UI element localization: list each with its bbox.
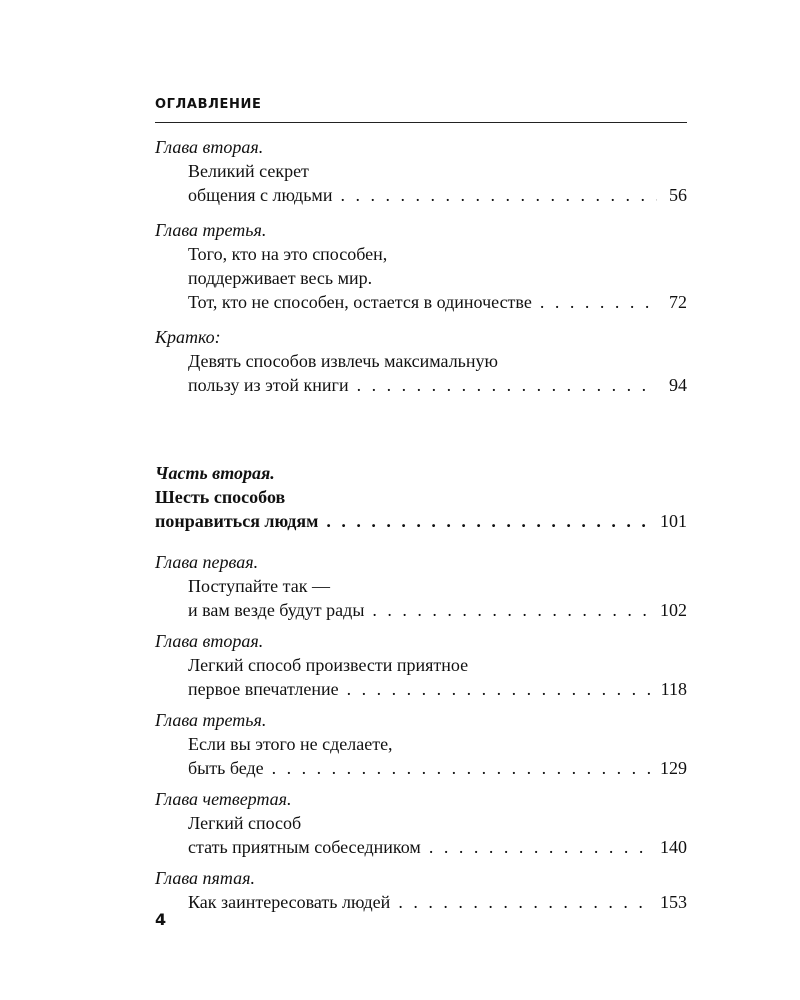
toc-entry [155, 325, 687, 397]
chapter-title-last-line [155, 890, 687, 914]
chapter-title-last-line [155, 598, 687, 622]
dot-leader [398, 890, 652, 914]
chapter-heading: Глава вторая. [155, 137, 264, 157]
dot-leader [357, 373, 657, 397]
part-entry [155, 461, 687, 533]
chapter-title-text: пользу из этой книги [188, 375, 349, 395]
dot-leader [372, 598, 652, 622]
chapter-title-last-line [155, 835, 687, 859]
toc-entry [155, 708, 687, 780]
dot-leader [540, 290, 657, 314]
chapter-heading: Глава четвертая. [155, 789, 292, 809]
chapter-title-line: Великий секрет [188, 161, 309, 181]
dot-leader [340, 183, 657, 207]
page-ref: 140 [660, 837, 687, 857]
chapter-title-line: Поступайте так — [188, 576, 330, 596]
dot-leader [272, 756, 652, 780]
chapter-title-last-line [155, 183, 687, 207]
toc-entry [155, 550, 687, 622]
chapter-title-text: первое впечатление [188, 679, 339, 699]
part-heading: Часть вторая. [155, 463, 275, 483]
chapter-title-last-line [155, 756, 687, 780]
toc-entry [155, 629, 687, 701]
toc-header: ОГЛАВЛЕНИЕ [155, 97, 262, 112]
chapter-heading: Глава пятая. [155, 868, 255, 888]
chapter-title-text: Как заинтересовать людей [188, 892, 391, 912]
dot-leader [429, 835, 652, 859]
chapter-heading: Кратко: [155, 327, 221, 347]
chapter-title-line: Легкий способ [188, 813, 302, 833]
chapter-title-last-line [155, 677, 687, 701]
chapter-heading: Глава третья. [155, 710, 267, 730]
toc-entry [155, 218, 687, 314]
chapter-heading: Глава первая. [155, 552, 259, 572]
page-ref: 56 [669, 185, 687, 205]
chapter-title-text: быть беде [188, 758, 264, 778]
page-ref: 118 [660, 679, 687, 699]
dot-leader [326, 509, 652, 533]
page-ref: 101 [660, 511, 687, 531]
chapter-title-line: Легкий способ произвести приятное [188, 655, 469, 675]
chapter-title-line: Девять способов извлечь максимальную [188, 351, 498, 371]
chapter-title-line: Если вы этого не сделаете, [188, 734, 393, 754]
page-number: 4 [155, 910, 167, 929]
page-ref: 153 [660, 892, 687, 912]
dot-leader [347, 677, 653, 701]
chapter-title-last-line [155, 290, 687, 314]
toc-entry [155, 135, 687, 207]
part-title-line: Шесть способов [155, 487, 286, 507]
chapter-heading: Глава третья. [155, 220, 267, 240]
toc-entry [155, 787, 687, 859]
chapter-title-text: и вам везде будут рады [188, 600, 365, 620]
chapter-title-line: Того, кто на это способен, [188, 244, 388, 264]
page-ref: 94 [669, 375, 687, 395]
page-ref: 102 [660, 600, 687, 620]
page-ref: 72 [669, 292, 687, 312]
part-title-last-line [155, 509, 687, 533]
chapter-title-text: общения с людьми [188, 185, 333, 205]
chapter-title-text: стать приятным собеседником [188, 837, 421, 857]
chapter-heading: Глава вторая. [155, 631, 264, 651]
page-ref: 129 [660, 758, 687, 778]
chapter-title-last-line [155, 373, 687, 397]
part-title-text: понравиться людям [155, 511, 319, 531]
toc-entry [155, 866, 687, 914]
table-of-contents [155, 135, 687, 914]
header-rule [155, 122, 687, 123]
chapter-title-line: поддерживает весь мир. [188, 268, 373, 288]
chapter-title-text: Тот, кто не способен, остается в одиночестве [188, 292, 532, 312]
